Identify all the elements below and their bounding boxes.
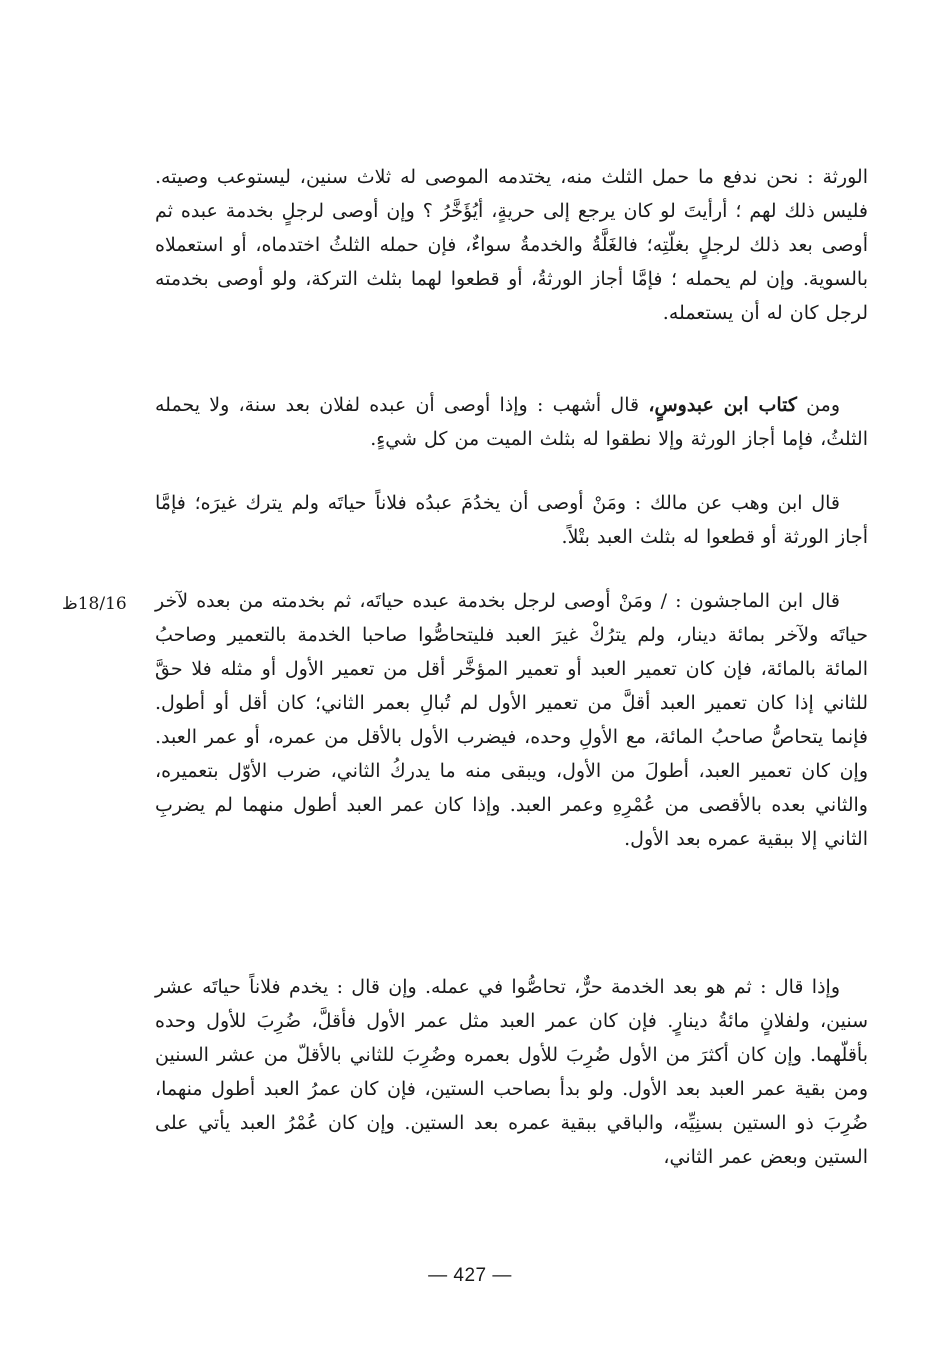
manuscript-folio-marker: 18/16ظ xyxy=(62,594,127,614)
paragraph-1-text: الورثة : نحن ندفع ما حمل الثلث منه، يختدمه الموصى له ثلاث سنين، ليستوعب وصيته. فليس ذلك لهم ؛ أرأيتَ لو كان يرجع إلى حريةٍ، أيُؤَخَّرُ ؟ وإن أوصى لرجلٍ بخدمة عبده ثم أوصى بعد ذلك لرجلٍ بغلّتِه؛ فالغَلَّةُ والخدمةُ سواءٌ، فإن حمله الثلثُ اختدماه، أو استعملاه بالسوية. وإن لم يحمله ؛ فإمَّا أجاز الورثةُ، أو قطعوا لهما بثلث التركة، ولو أوصى بخدمته لرجل كان له أن يستعمله. xyxy=(155,166,868,324)
paragraph-3-text: قال ابن وهب عن مالك : ومَنْ أوصى أن يخدُمَ عبدُه فلاناً حياتَه ولم يترك غيرَه؛ فإمَّا أجاز الورثة أو قطعوا له بثلث العبد بتْلاً. xyxy=(155,492,868,548)
paragraph-2-lead: ومن xyxy=(796,394,840,416)
page-number: — 427 — xyxy=(428,1265,512,1286)
paragraph-5-text: وإذا قال : ثم هو بعد الخدمة حرٌّ، تحاصُّوا في عمله. وإن قال : يخدم فلاناً حياتَه عشر سنين، ولفلانٍ مائةُ دينارٍ. فإن كان عمر العبد مثل عمر الأول فأقلَّ، ضُرِبَ للأول وحده بأقلّهما. وإن كان أكثرَ من الأول ضُرِبَ للأول بعمره وضُرِبَ للثاني بالأقلّ من عشر السنين ومن بقية عمر العبد بعد الأول. ولو بدأ بصاحب الستين، فإن كان عمرُ العبد أطول منهما، ضُرِبَ ذو الستين بسنِيِّه، والباقي ببقية عمره بعد الستين. وإن كان عُمْرُ العبد يأتي على الستين وبعض عمر الثاني، xyxy=(155,976,868,1168)
paragraph-2-text xyxy=(155,388,868,456)
paragraph-4 xyxy=(155,584,868,856)
source-book-title: كتاب ابن عبدوسٍ، xyxy=(648,394,797,416)
paragraph-5 xyxy=(155,970,868,1174)
paragraph-2-rest: قال أشهب : وإذا أوصى أن عبده لفلان بعد سنة، ولا يحمله الثلثُ، فإما أجاز الورثة وإلا نطقوا له بثلث الميت من كل شيءٍ. xyxy=(155,394,868,450)
paragraph-4-text: قال ابن الماجشون : / ومَنْ أوصى لرجل بخدمة عبده حياتَه، ثم بخدمته من بعده لآخر حياتَه ولآخر بمائة دينار، ولم يترُكْ غيرَ العبد فليتحاصُّوا صاحبا الخدمة بالتعمير وصاحبُ المائة بالمائة، فإن كان تعمير العبد أو تعمير المؤخَّر أقل من تعمير الأول أو مثله فلا حقَّ للثاني إذا كان تعمير العبد أقلَّ من تعمير الأول لم تُبالِ بعمر الثاني؛ كان أقل أو أطول. فإنما يتحاصُّ صاحبُ المائة، مع الأولِ وحده، فيضرب الأول بالأقل من عمره، أو عمر العبد. وإن كان تعمير العبد، أطولَ من الأول، ويبقى منه ما يدركُ الثاني، ضرب الأوّل بتعميره، والثاني بعده بالأقصى من عُمْرِهِ وعمر العبد. وإذا كان عمر العبد أطول منهما لم يضربِ الثاني إلا ببقية عمره بعد الأول. xyxy=(155,590,868,850)
paragraph-2 xyxy=(155,388,868,456)
paragraph-3 xyxy=(155,486,868,554)
paragraph-1 xyxy=(155,160,868,330)
